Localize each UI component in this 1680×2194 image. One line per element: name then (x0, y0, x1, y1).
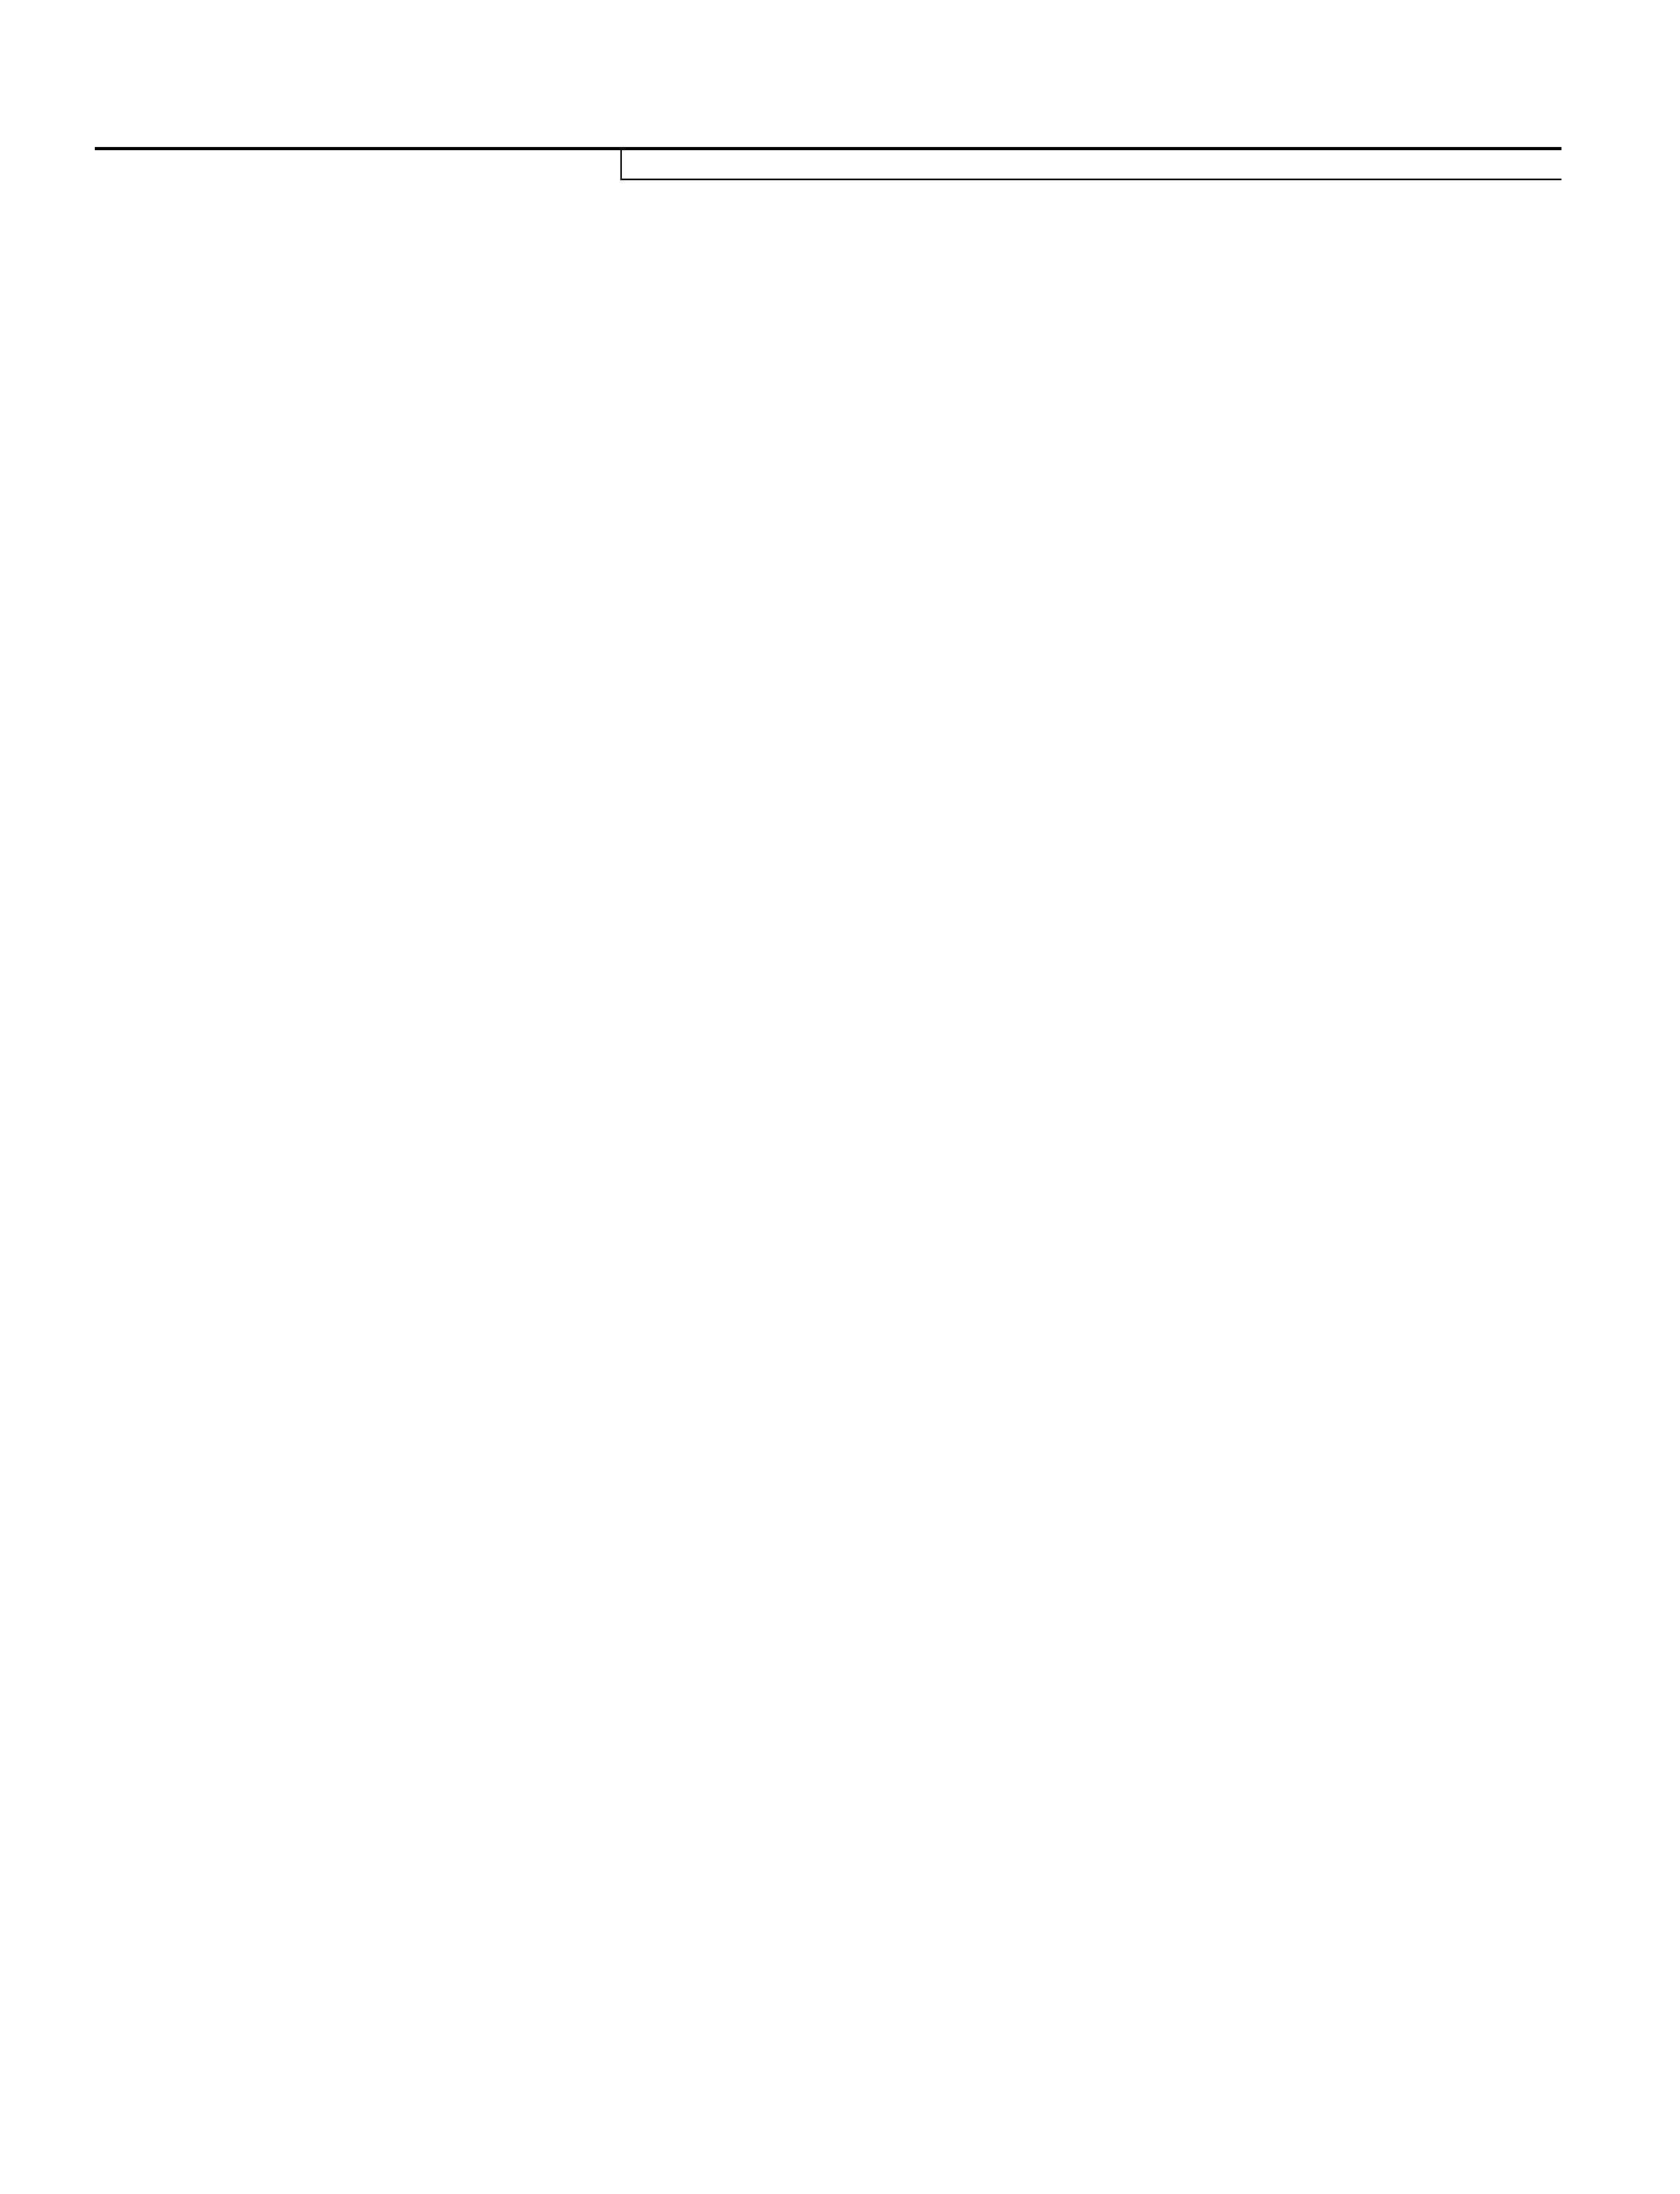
euros-header (621, 147, 1561, 179)
table-group-header-row (95, 147, 1561, 179)
movements-table (95, 147, 1561, 211)
table-column-header-row (95, 179, 1561, 211)
